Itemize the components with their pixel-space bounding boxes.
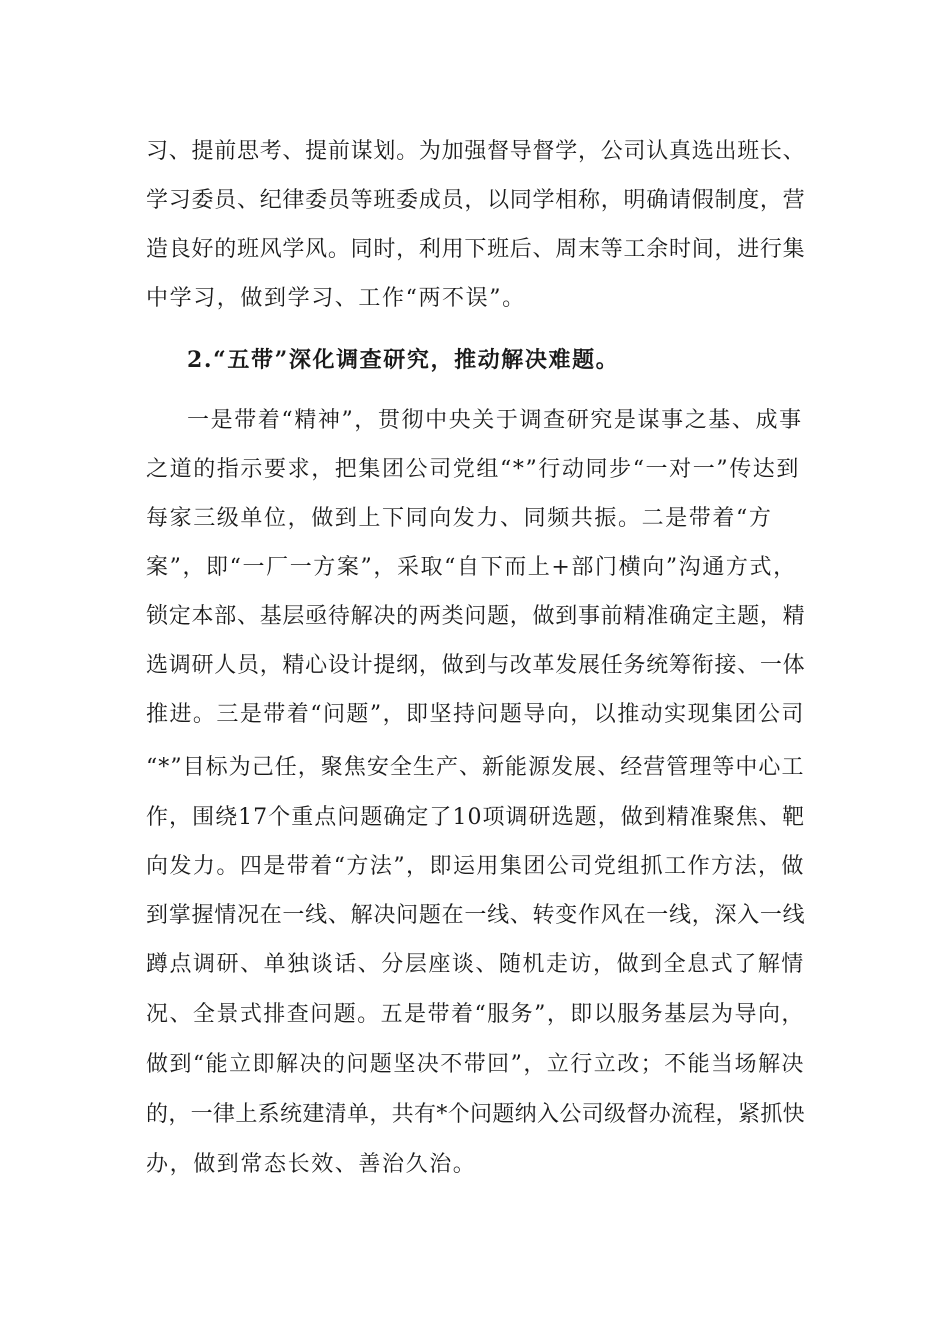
paragraph-1-line-1: 习、提前思考、提前谋划。为加强督导督学，公司认真选出班长、 bbox=[146, 139, 806, 164]
paragraph-1-line-2: 学习委员、纪律委员等班委成员，以同学相称，明确请假制度，营 bbox=[146, 188, 806, 213]
paragraph-2-line-3: 每家三级单位，做到上下同向发力、同频共振。二是带着“方 bbox=[146, 506, 773, 531]
paragraph-2-line-12: 蹲点调研、单独谈话、分层座谈、随机走访，做到全息式了解情 bbox=[146, 952, 805, 977]
paragraph-2-line-2: 之道的指示要求，把集团公司党组“*”行动同步“一对一”传达到 bbox=[146, 457, 800, 482]
paragraph-2-line-14: 做到“能立即解决的问题坚决不带回”，立行立改；不能当场解决 bbox=[146, 1052, 805, 1077]
paragraph-2-line-5: 锁定本部、基层亟待解决的两类问题，做到事前精准确定主题，精 bbox=[146, 604, 806, 629]
paragraph-2-line-7: 推进。三是带着“问题”，即坚持问题导向，以推动实现集团公司 bbox=[146, 702, 805, 727]
paragraph-2-line-4: 案”，即“一厂一方案”，采取“自下而上+部门横向”沟通方式， bbox=[146, 555, 797, 580]
paragraph-2-line-10: 向发力。四是带着“方法”，即运用集团公司党组抓工作方法，做 bbox=[146, 854, 805, 879]
paragraph-2-line-15: 的，一律上系统建清单，共有*个问题纳入公司级督办流程，紧抓快 bbox=[146, 1102, 806, 1127]
paragraph-2-line-8: “*”目标为己任，聚焦安全生产、新能源发展、经营管理等中心工 bbox=[146, 755, 805, 780]
paragraph-1-line-4: 中学习，做到学习、工作“两不误”。 bbox=[146, 286, 526, 311]
paragraph-2-line-16: 办，做到常态长效、善治久治。 bbox=[146, 1152, 477, 1177]
paragraph-2-line-11: 到掌握情况在一线、解决问题在一线、转变作风在一线，深入一线 bbox=[146, 903, 806, 928]
paragraph-2-line-9: 作，围绕17个重点问题确定了10项调研选题，做到精准聚焦、靶 bbox=[146, 805, 805, 830]
paragraph-1-line-3: 造良好的班风学风。同时，利用下班后、周末等工余时间，进行集 bbox=[146, 237, 806, 262]
paragraph-2-line-13: 况、全景式排查问题。五是带着“服务”，即以服务基层为导向， bbox=[146, 1002, 805, 1027]
paragraph-2-line-1: 一是带着“精神”，贯彻中央关于调查研究是谋事之基、成事 bbox=[187, 408, 803, 433]
paragraph-2-line-6: 选调研人员，精心设计提纲，做到与改革发展任务统筹衔接、一体 bbox=[146, 653, 806, 678]
section-heading: 2.“五带”深化调查研究，推动解决难题。 bbox=[187, 347, 620, 373]
